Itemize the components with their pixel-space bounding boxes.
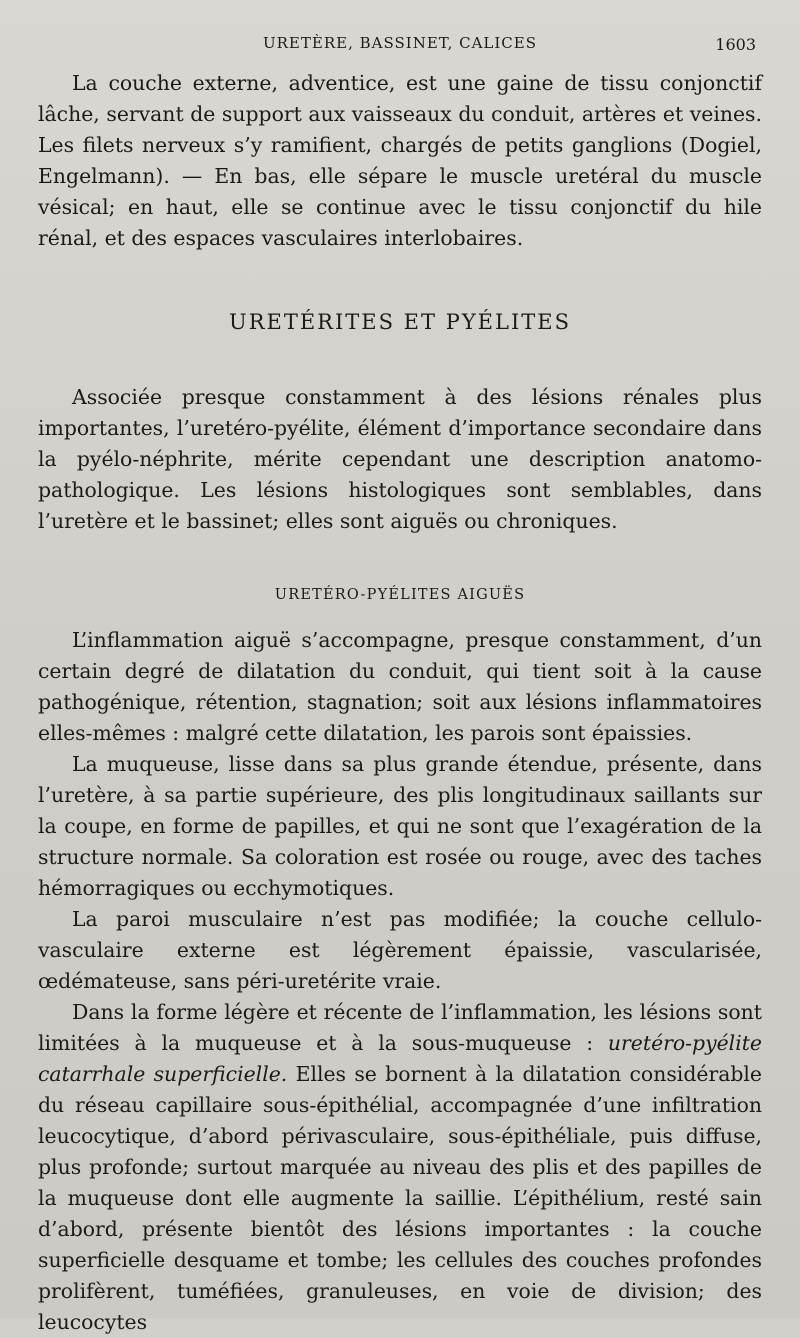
body-paragraph-3: La paroi musculaire n’est pas modifiée; la couche cellulo-vasculaire externe est légèrement épaissie, vascularisée, œdémateuse, sans péri-uretérite vraie. — [38, 907, 762, 993]
paragraph-4-italic-term: uretéro-pyélite catarrhale superficielle. — [38, 1031, 762, 1086]
body-paragraph-1: L’inflammation aiguë s’accompagne, presque constamment, d’un certain degré de dilatation du conduit, qui tient soit à la cause pathogénique, rétention, stagnation; soit aux lésions inflammatoires elles-mêmes : malgré cette dilatation, les parois sont épaissies. — [38, 628, 762, 745]
section-title: URETÉRITES ET PYÉLITES — [229, 310, 571, 334]
running-head — [38, 30, 762, 62]
page-number: 1603 — [715, 35, 756, 54]
intro-paragraph: La couche externe, adventice, est une gaine de tissu conjonctif lâche, servant de support aux vaisseaux du conduit, artères et veines. Les filets nerveux s’y ramifient, chargés de petits ganglions (Dogiel, Engelmann). — En bas, elle sépare le muscle uretéral du muscle vésical; en haut, elle se continue avec le tissu conjonctif du hile rénal, et des espaces vasculaires interlobaires. — [38, 71, 762, 250]
body-paragraph-4 — [38, 997, 762, 1338]
paragraph-4-text-start: Dans la forme légère et récente de l’inflammation, les lésions sont limitées à la muqueuse et à la sous-muqueuse : — [38, 1000, 762, 1055]
body-paragraph-2: La muqueuse, lisse dans sa plus grande étendue, présente, dans l’uretère, à sa partie supérieure, des plis longitudinaux saillants sur la coupe, en forme de papilles, et qui ne sont que l’exagération de la structure normale. Sa coloration est rosée ou rouge, avec des taches hémorragiques ou ecchymotiques. — [38, 752, 762, 900]
running-head-title: URETÈRE, BASSINET, CALICES — [263, 34, 537, 52]
section-paragraph: Associée presque constamment à des lésions rénales plus importantes, l’uretéro-pyélite, élément d’importance secondaire dans la pyélo-néphrite, mérite cependant une description anatomo-pathologique. Les lésions histologiques sont semblables, dans l’uretère et le bassinet; elles sont aiguës ou chroniques. — [38, 385, 762, 533]
subsection-title: URETÉRO-PYÉLITES AIGUËS — [274, 587, 526, 603]
paragraph-4-text-end: Elles se bornent à la dilatation considérable du réseau capillaire sous-épithélial, accompagnée d’une infiltration leucocytique, d’abord périvasculaire, sous-épithéliale, puis diffuse, plus profonde; surtout marquée au niveau des plis et des papilles de la muqueuse dont elle augmente la saillie. L’épithélium, resté sain d’abord, présente bientôt des lésions importantes : la couche superficielle desquame et tombe; les cellules des couches profondes prolifèrent, tuméfiées, granuleuses, en voie de division; des leucocytes — [38, 1062, 762, 1334]
